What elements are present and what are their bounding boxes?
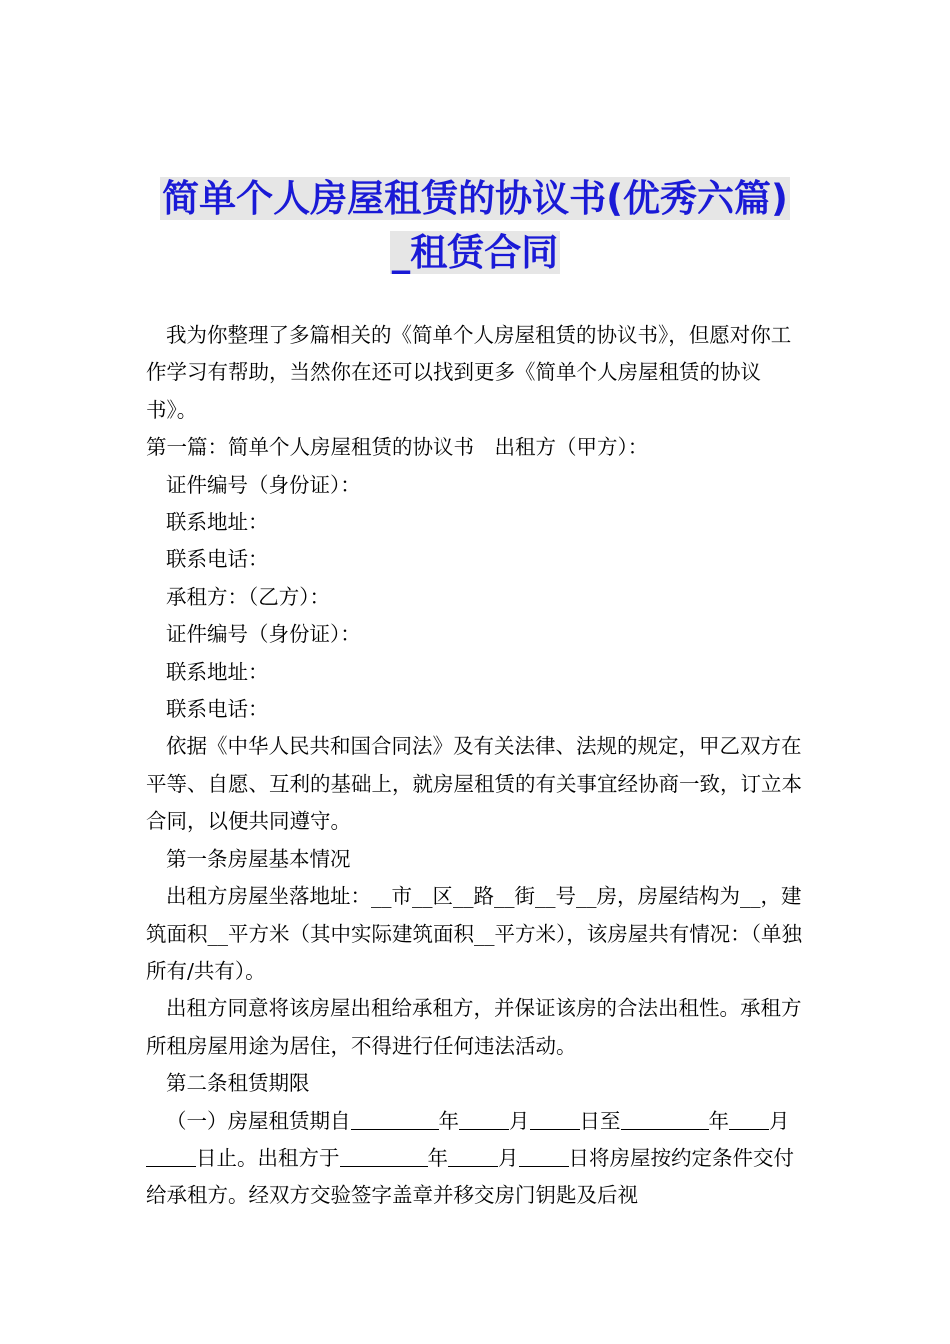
- lessee-line: 承租方：（乙方）：: [166, 584, 330, 609]
- intro-paragraph: 我为你整理了多篇相关的《简单个人房屋租赁的协议书》，但愿对你工作学习有帮助，当然你在还可以找到更多《简单个人房屋租赁的协议书》。: [146, 323, 792, 422]
- blank-field: [146, 1145, 196, 1167]
- lessor-id-line: 证件编号（身份证）：: [166, 472, 361, 497]
- blank-field: [530, 1108, 580, 1130]
- blank-field: [351, 1108, 439, 1130]
- lessee-id-line: 证件编号（身份证）：: [166, 622, 361, 647]
- section-heading-1: 第一篇：简单个人房屋租赁的协议书 出租方（甲方）：: [146, 435, 649, 460]
- document-body: [146, 317, 806, 1215]
- title-line-1: 简单个人房屋租赁的协议书(优秀六篇): [162, 177, 788, 220]
- blank-field: [448, 1145, 498, 1167]
- legal-basis-paragraph: 依据《中华人民共和国合同法》及有关法律、法规的规定，甲乙双方在平等、自愿、互利的基础上，就房屋租赁的有关事宜经协商一致，订立本合同，以便共同遵守。: [146, 734, 802, 834]
- article-2-heading: 第二条租赁期限: [166, 1071, 310, 1096]
- blank-field: [340, 1145, 428, 1167]
- lessee-address-line: 联系地址：: [166, 659, 269, 684]
- blank-field: [621, 1108, 709, 1130]
- article-1-heading: 第一条房屋基本情况: [166, 846, 351, 871]
- lessor-address-line: 联系地址：: [166, 510, 269, 535]
- property-location-paragraph: 出租方房屋坐落地址：__市__区__路__街__号__房，房屋结构为__，建筑面积__平方米（其中实际建筑面积__平方米），该房屋共有情况：（单独所有/共有）。: [146, 884, 802, 983]
- blank-field: [459, 1108, 509, 1130]
- lessor-consent-paragraph: 出租方同意将该房屋出租给承租方，并保证该房的合法出租性。承租方所租房屋用途为居住，不得进行任何违法活动。: [146, 996, 802, 1058]
- title-line-2: _租赁合同: [391, 231, 559, 274]
- lessee-phone-line: 联系电话：: [166, 697, 269, 722]
- blank-field: [519, 1145, 569, 1167]
- document-title: [0, 172, 950, 280]
- lessor-phone-line: 联系电话：: [166, 547, 269, 572]
- blank-field: [729, 1108, 769, 1130]
- lease-period-paragraph: （一）房屋租赁期自 年 月 日至 年 月日止。出租方于 年 月 日将房屋按约定条件交付给承租方。经双方交验签字盖章并移交房门钥匙及后视: [146, 1108, 794, 1208]
